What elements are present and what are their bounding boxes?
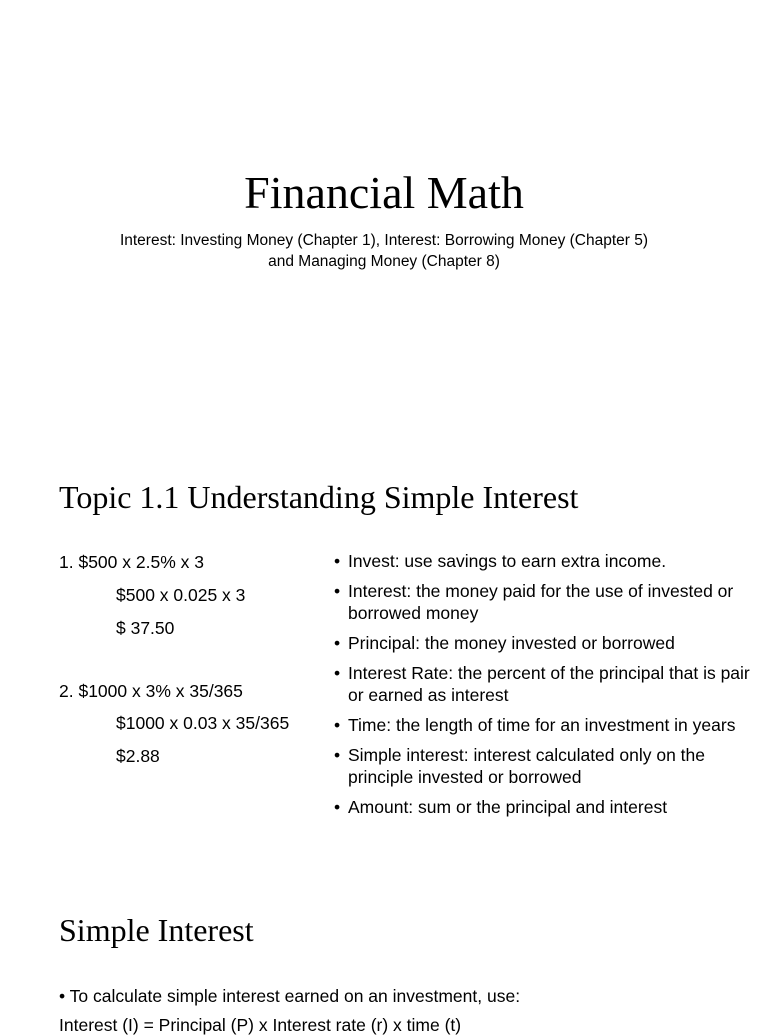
simple-interest-heading: Simple Interest: [59, 912, 254, 948]
list-item: [334, 580, 762, 624]
bullet-icon: •: [334, 581, 341, 601]
list-item: [334, 744, 762, 788]
example-2-line-2: $1000 x 0.03 x 35/365: [116, 713, 290, 733]
definition-amount: Amount: sum or the principal and interest: [348, 797, 668, 817]
list-item: [334, 796, 762, 818]
example-2-line-1: 2. $1000 x 3% x 35/365: [59, 681, 243, 701]
definition-interest: Interest: the money paid for the use of invested or borrowed money: [348, 581, 734, 623]
page-subtitle: Interest: Investing Money (Chapter 1), Interest: Borrowing Money (Chapter 5) and Managing Money (Chapter 8): [119, 232, 649, 270]
simple-interest-instruction: • To calculate simple interest earned on an investment, use:: [59, 986, 521, 1006]
bullet-icon: •: [334, 633, 341, 653]
list-item: [334, 550, 762, 572]
list-item: [334, 714, 762, 736]
bullet-icon: •: [334, 551, 341, 571]
bullet-icon: •: [334, 797, 341, 817]
list-item: [334, 632, 762, 654]
example-1-line-3: $ 37.50: [116, 618, 175, 638]
page-title: Financial Math: [244, 167, 524, 218]
simple-interest-formula: Interest (I) = Principal (P) x Interest rate (r) x time (t): [59, 1015, 462, 1035]
definition-interest-rate: Interest Rate: the percent of the principal that is pair or earned as interest: [348, 663, 750, 705]
example-1-line-2: $500 x 0.025 x 3: [116, 585, 246, 605]
bullet-icon: •: [334, 715, 341, 735]
bullet-icon: •: [334, 663, 341, 683]
definitions-list: [334, 550, 762, 826]
example-2-line-3: $2.88: [116, 746, 160, 766]
list-item: [334, 662, 762, 706]
bullet-icon: •: [334, 745, 341, 765]
example-1-line-1: 1. $500 x 2.5% x 3: [59, 552, 204, 572]
topic-heading: Topic 1.1 Understanding Simple Interest: [59, 479, 579, 515]
definition-invest: Invest: use savings to earn extra income.: [348, 551, 667, 571]
definition-principal: Principal: the money invested or borrowed: [348, 633, 675, 653]
definition-time: Time: the length of time for an investment in years: [348, 715, 736, 735]
definition-simple-interest: Simple interest: interest calculated only on the principle invested or borrowed: [348, 745, 705, 787]
